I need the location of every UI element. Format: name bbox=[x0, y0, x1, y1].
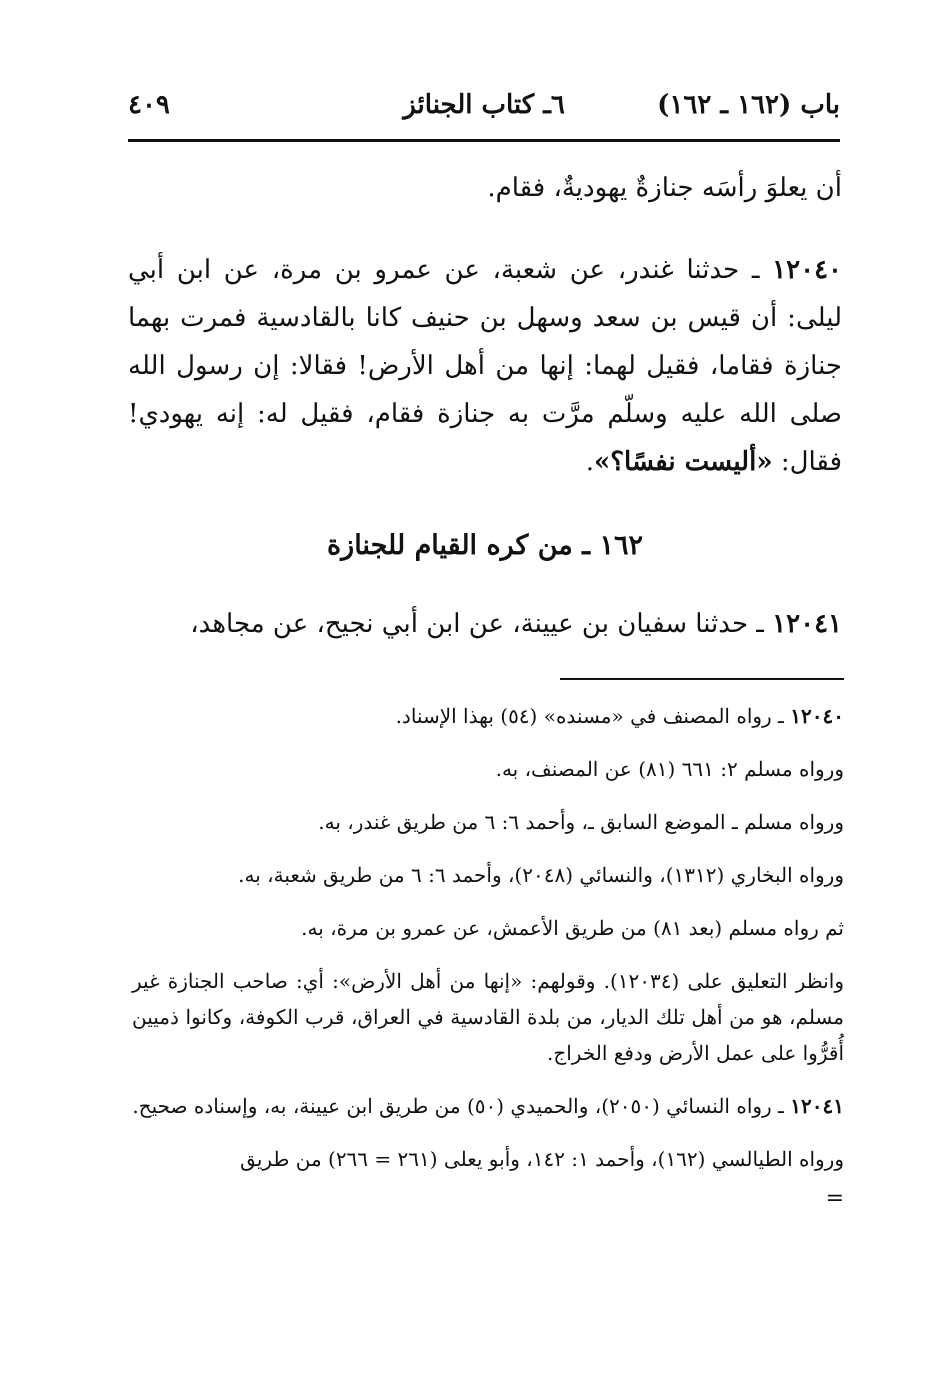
footnote-tayalisi: ورواه الطيالسي (١٦٢)، وأحمد ١: ١٤٢، وأبو يعلى (٢٦١ = ٢٦٦) من طريق bbox=[240, 1147, 844, 1171]
footnote-muslim-ahmad: ورواه مسلم ـ الموضع السابق ـ، وأحمد ٦: ٦ من طريق غندر، به. bbox=[318, 810, 844, 834]
continuation-mark: = bbox=[825, 1186, 844, 1211]
footnote-12041 bbox=[132, 1088, 844, 1124]
hadith-12040 bbox=[128, 246, 842, 486]
footnote-commentary: وانظر التعليق على (١٢٠٣٤). وقولهم: «إنها من أهل الأرض»: أي: صاحب الجنازة غير مسلم، هو من أهل تلك الديار، من بلدة القادسية في العراق، قرب الكوفة، وكانوا ذميين أُقرُّوا على عمل الأرض ودفع الخراج. bbox=[132, 969, 844, 1065]
footnote-muslim-amash: ثم رواه مسلم (بعد ٨١) من طريق الأعمش، عن عمرو بن مرة، به. bbox=[301, 916, 844, 940]
continuation-paragraph bbox=[128, 164, 842, 212]
hadith-quote: «أليست نفسًا؟» bbox=[594, 447, 773, 477]
hadith-12041-paragraph bbox=[128, 600, 842, 648]
hadith-number: ١٢٠٤٠ bbox=[772, 255, 842, 285]
hadith-12040-paragraph bbox=[128, 246, 842, 486]
footnote-divider bbox=[560, 678, 844, 680]
hadith-text: ـ حدثنا سفيان بن عيينة، عن ابن أبي نجيح، عن مجاهد، bbox=[190, 609, 773, 639]
footnote-number: ١٢٠٤١ bbox=[790, 1094, 844, 1118]
footnote-number: ١٢٠٤٠ bbox=[790, 704, 844, 728]
hadith-end: . bbox=[585, 447, 594, 477]
section-heading: ١٦٢ ـ من كره القيام للجنازة bbox=[327, 530, 643, 561]
footnote-text: ـ رواه المصنف في «مسنده» (٥٤) بهذا الإسناد. bbox=[395, 704, 791, 728]
header-chapter: باب (١٦٢ ـ ١٦٢) bbox=[657, 90, 840, 120]
hadith-text: ـ حدثنا غندر، عن شعبة، عن عمرو بن مرة، عن ابن أبي ليلى: أن قيس بن سعد وسهل بن حنيف كانا بالقادسية فمرت بهما جنازة فقاما، فقيل لهما: إنها من أهل الأرض! فقالا: إن رسول الله صلى الله عليه وسلّم مرَّت به جنازة فقام، فقيل له: إنه يهودي! فقال: bbox=[128, 255, 843, 477]
footnote-12040 bbox=[132, 698, 844, 734]
header-book-title: ٦ـ كتاب الجنائز bbox=[403, 90, 565, 120]
footnote-text: ـ رواه النسائي (٢٠٥٠)، والحميدي (٥٠) من طريق ابن عيينة، به، وإسناده صحيح. bbox=[132, 1094, 791, 1118]
footnote-muslim: ورواه مسلم ٢: ٦٦١ (٨١) عن المصنف، به. bbox=[495, 757, 844, 781]
hadith-12041 bbox=[128, 600, 842, 648]
header-divider bbox=[128, 139, 840, 142]
hadith-number: ١٢٠٤١ bbox=[772, 609, 842, 639]
running-header bbox=[128, 90, 840, 138]
continuation-text: أن يعلوَ رأسَه جنازةٌ يهوديةٌ، فقام. bbox=[487, 173, 842, 203]
page-number: ٤٠٩ bbox=[128, 90, 170, 120]
footnote-bukhari: ورواه البخاري (١٣١٢)، والنسائي (٢٠٤٨)، وأحمد ٦: ٦ من طريق شعبة، به. bbox=[238, 863, 844, 887]
footnotes bbox=[132, 698, 844, 1217]
